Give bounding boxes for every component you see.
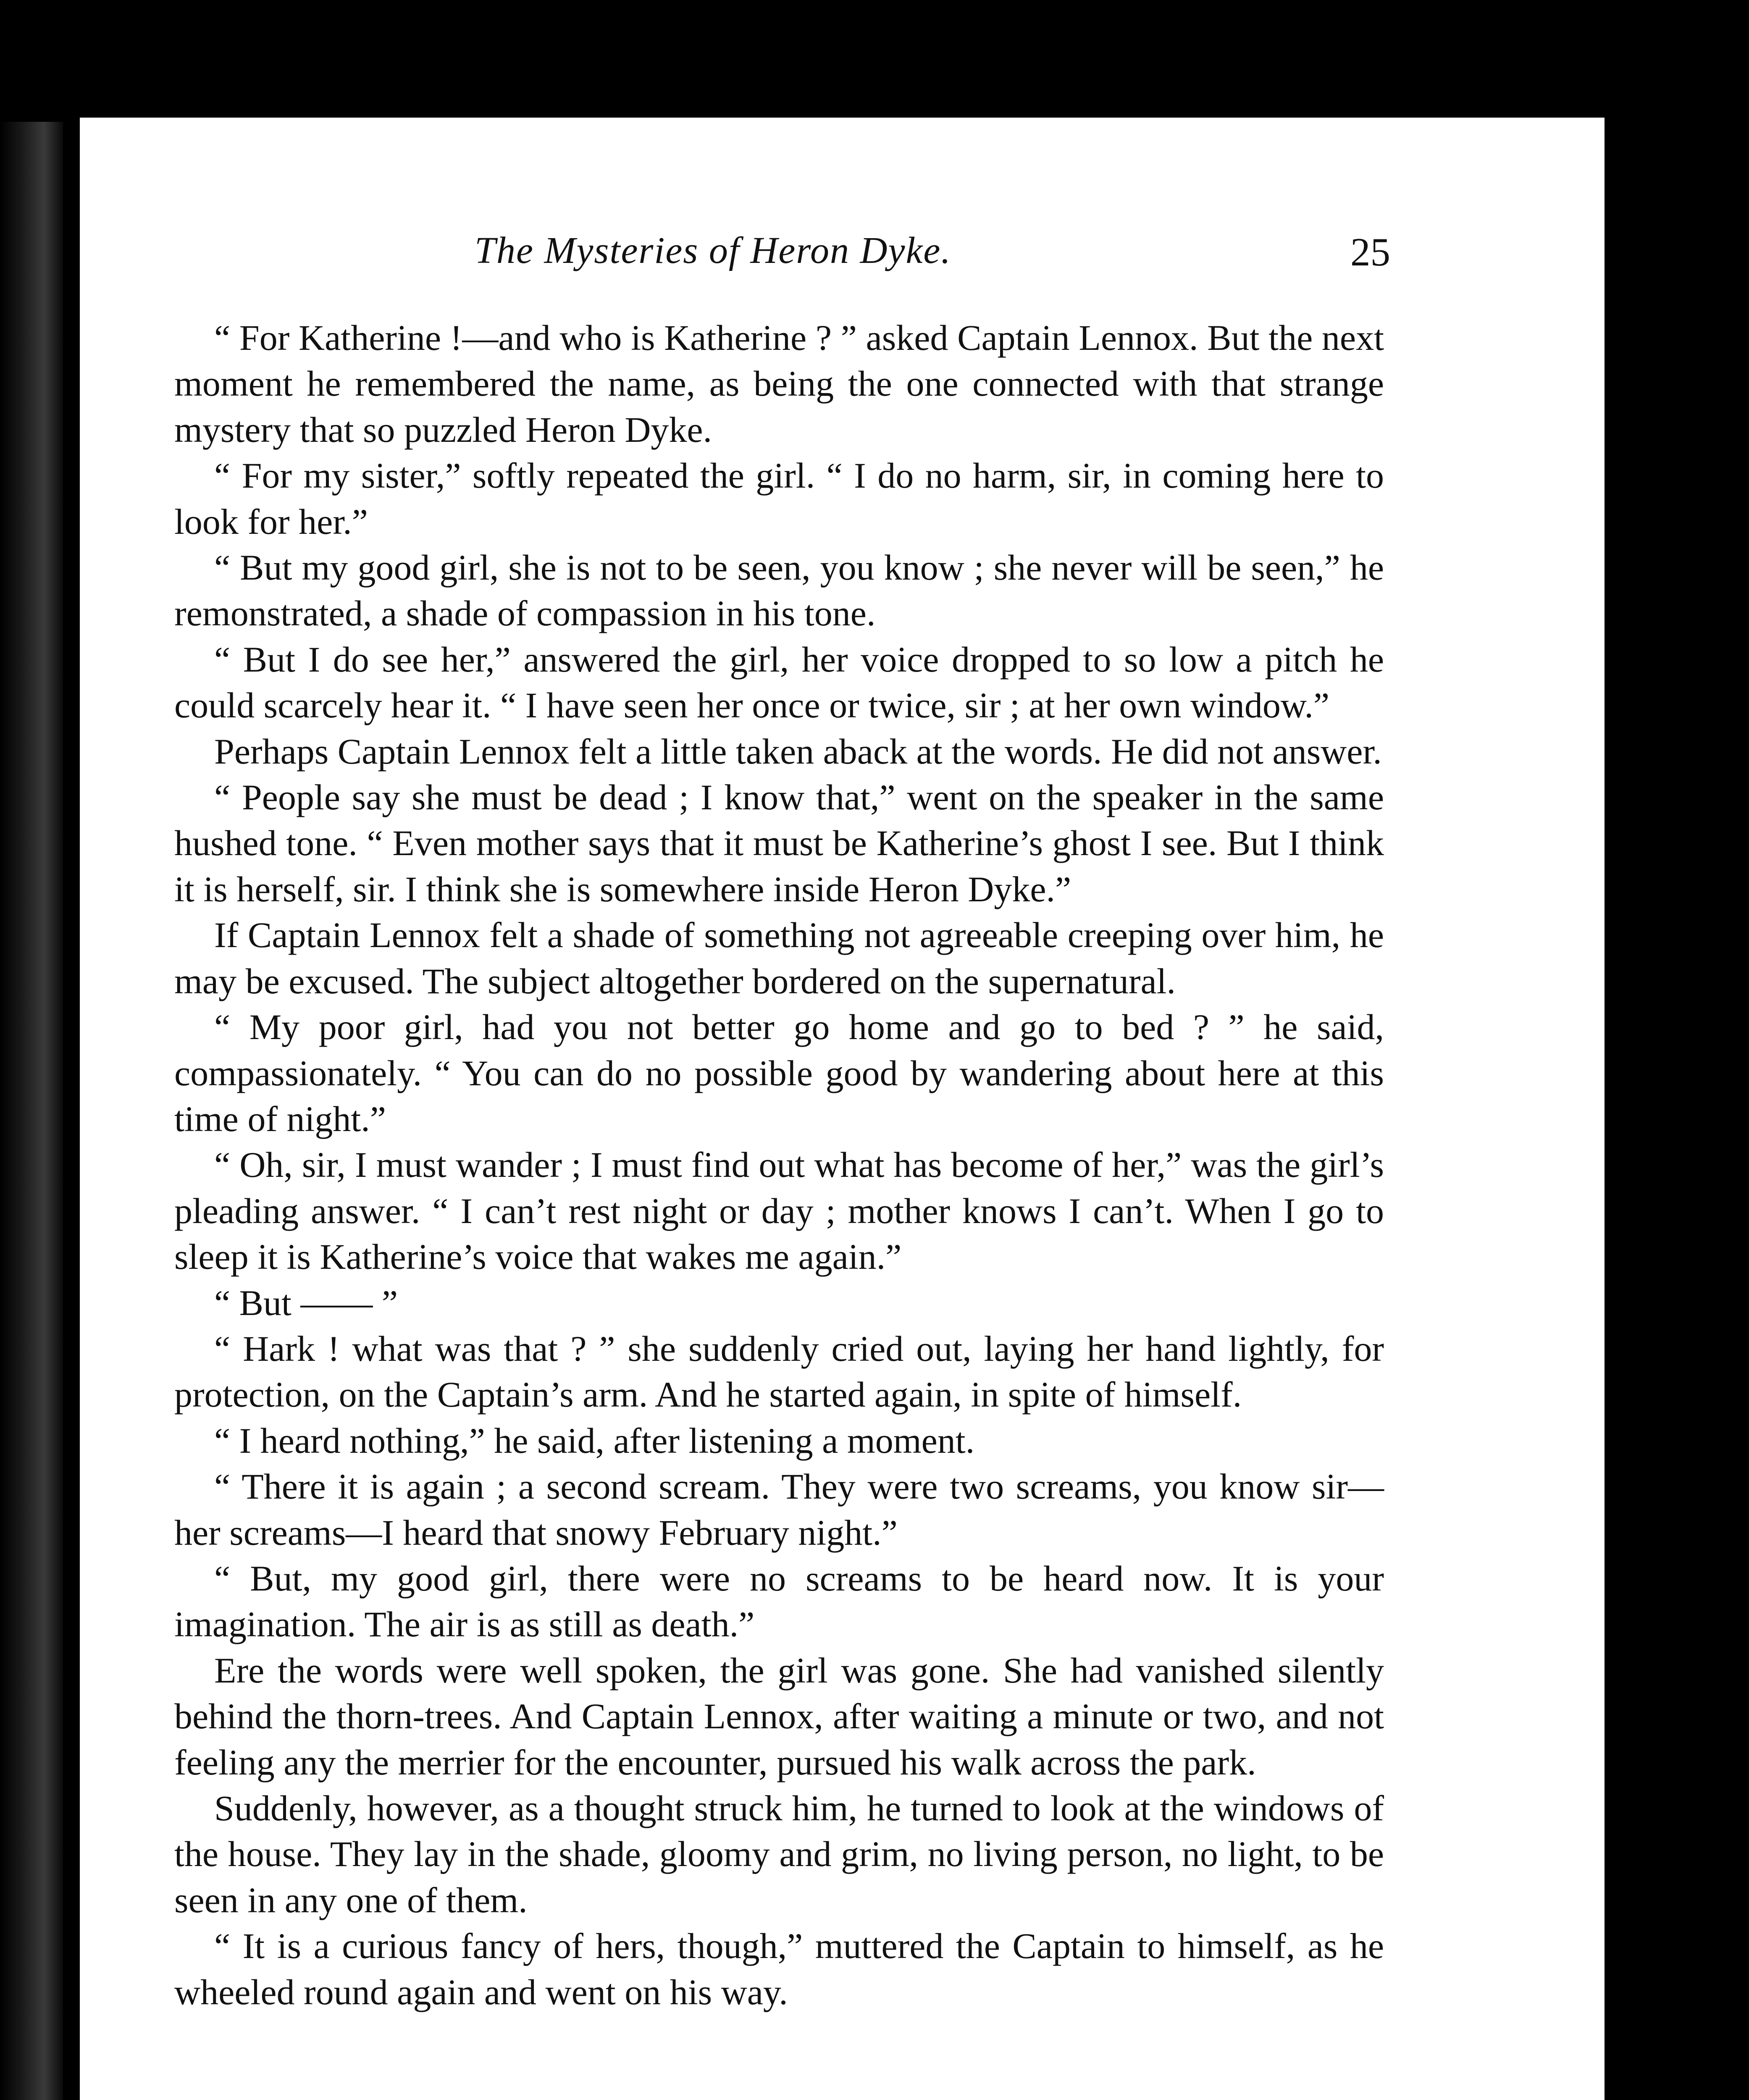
paragraph: “ My poor girl, had you not better go home and go to bed ? ” he said, compassionately. “ You can do no possible good by wandering about here at this time of night.” — [174, 1007, 1384, 1139]
paragraph: Ere the words were well spoken, the girl was gone. She had vanished silently behind the thorn-trees. And Captain Lennox, after waiting a minute or two, and not feeling any the merrier for the encounter, pursued his walk across the park. — [174, 1650, 1384, 1782]
paragraph: “ For Katherine !—and who is Katherine ? ” asked Captain Lennox. But the next moment he remembered the name, as being the one connected with that strange mystery that so puzzled Heron Dyke. — [174, 318, 1384, 450]
paragraph: “ But —— ” — [214, 1282, 398, 1323]
page-number: 25 — [1350, 230, 1390, 274]
paragraph: “ Hark ! what was that ? ” she suddenly cried out, laying her hand lightly, for protection, on the Captain’s arm. And he started again, in spite of himself. — [174, 1328, 1384, 1415]
paragraph: “ But my good girl, she is not to be seen, you know ; she never will be seen,” he remonstrated, a shade of compassion in his tone. — [174, 547, 1384, 634]
book-spine-edge — [0, 122, 63, 2100]
paragraph: “ For my sister,” softly repeated the girl. “ I do no harm, sir, in coming here to look for her.” — [174, 455, 1384, 542]
paragraph: “ People say she must be dead ; I know that,” went on the speaker in the same hushed tone. “ Even mother says that it must be Katherine’s ghost I see. But I think it is herself, sir. I think she is somewhere inside Heron Dyke.” — [174, 777, 1384, 909]
paragraph: Suddenly, however, as a thought struck him, he turned to look at the windows of the house. They lay in the shade, gloomy and grim, no living person, no light, to be seen in any one of them. — [174, 1788, 1384, 1920]
body-text — [174, 315, 1384, 2015]
paragraph: “ There it is again ; a second scream. They were two screams, you know sir—her screams—I heard that snowy February night.” — [174, 1466, 1384, 1553]
paragraph: “ But I do see her,” answered the girl, her voice dropped to so low a pitch he could scarcely hear it. “ I have seen her once or twice, sir ; at her own window.” — [174, 639, 1384, 726]
paragraph: “ It is a curious fancy of hers, though,” muttered the Captain to himself, as he wheeled round again and went on his way. — [174, 1926, 1384, 2012]
paragraph: Perhaps Captain Lennox felt a little taken aback at the words. He did not answer. — [214, 731, 1382, 772]
paragraph: If Captain Lennox felt a shade of something not agreeable creeping over him, he may be excused. The subject altogether bordered on the supernatural. — [174, 915, 1384, 1001]
paragraph: “ Oh, sir, I must wander ; I must find out what has become of her,” was the girl’s pleading answer. “ I can’t rest night or day ; mother knows I can’t. When I go to sleep it is Katherine’s voice that wakes me again.” — [174, 1144, 1384, 1277]
paragraph: “ I heard nothing,” he said, after listening a moment. — [214, 1420, 975, 1461]
paragraph: “ But, my good girl, there were no screams to be heard now. It is your imagination. The air is as still as death.” — [174, 1558, 1384, 1645]
book-page — [80, 118, 1605, 2100]
running-title: The Mysteries of Heron Dyke. — [475, 230, 951, 271]
